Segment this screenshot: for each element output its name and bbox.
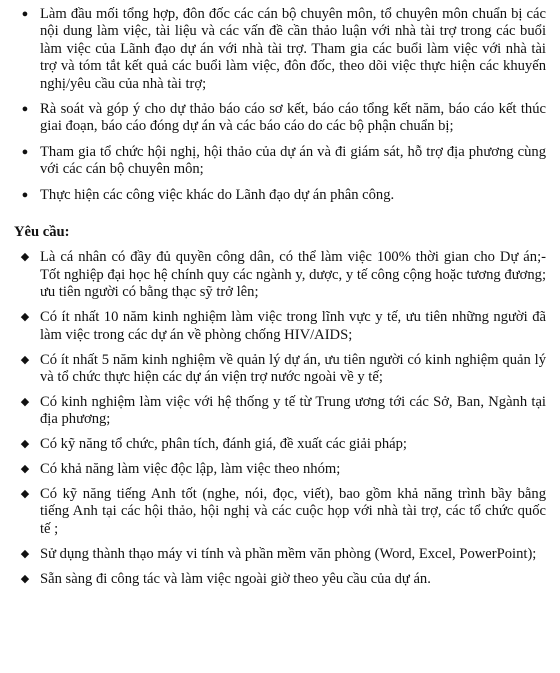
requirement-item (14, 309, 546, 344)
bullet-diamond-icon: ◆ (20, 438, 30, 451)
requirement-text: Có khả năng làm việc độc lập, làm việc theo nhóm; (40, 461, 341, 478)
requirement-item (14, 249, 546, 301)
duty-item (14, 144, 546, 179)
requirement-text: Sẵn sàng đi công tác và làm việc ngoài giờ theo yêu cầu của dự án. (40, 570, 431, 587)
duties-list (14, 6, 546, 204)
requirement-text: Có kỹ năng tiếng Anh tốt (nghe, nói, đọc, viết), bao gồm khả năng trình bầy bằng tiếng Anh tại các hội thảo, hội nghị và các cuộc họp với nhà tài trợ, các tổ chức quốc tế ; (40, 485, 546, 537)
bullet-diamond-icon: ◆ (20, 395, 30, 408)
requirement-text: Là cá nhân có đầy đủ quyền công dân, có thể làm việc 100% thời gian cho Dự án;- Tốt nghiệp đại học hệ chính quy các ngành y, dược, y tế công cộng hoặc tương đương; ưu tiên người có bằng thạc sỹ trở lên; (40, 249, 546, 301)
requirement-text: Có kinh nghiệm làm việc với hệ thống y tế từ Trung ương tới các Sở, Ban, Ngành tại địa phương; (40, 393, 546, 428)
bullet-dot-icon: ● (21, 8, 29, 20)
duty-item (14, 187, 546, 204)
requirement-text: Có ít nhất 5 năm kinh nghiệm về quản lý dự án, ưu tiên người có kinh nghiệm quản lý và tổ chức thực hiện các dự án viện trợ nước ngoài về y tế; (40, 351, 546, 385)
bullet-dot-icon: ● (21, 145, 29, 158)
bullet-diamond-icon: ◆ (20, 463, 30, 476)
bullet-diamond-icon: ◆ (20, 311, 30, 324)
duty-text: Tham gia tổ chức hội nghị, hội thảo của dự án và đi giám sát, hỗ trợ địa phương cùng với các cán bộ chuyên môn; (40, 143, 546, 178)
duty-text: Rà soát và góp ý cho dự thảo báo cáo sơ kết, báo cáo tổng kết năm, báo cáo kết thúc giai đoạn, báo cáo đóng dự án và các báo cáo do các bộ phận chuẩn bị; (40, 101, 546, 135)
bullet-diamond-icon: ◆ (20, 572, 30, 585)
requirement-item (14, 352, 546, 387)
duty-item (14, 6, 546, 93)
bullet-diamond-icon: ◆ (20, 547, 30, 560)
bullet-dot-icon: ● (21, 103, 29, 116)
requirements-list (14, 249, 546, 588)
requirement-item (14, 436, 546, 453)
requirement-item (14, 571, 546, 588)
requirement-text: Sử dụng thành thạo máy vi tính và phần mềm văn phòng (Word, Excel, PowerPoint); (40, 545, 537, 562)
bullet-dot-icon: ● (21, 188, 29, 201)
requirement-item (14, 394, 546, 429)
duty-text: Làm đầu mối tổng hợp, đôn đốc các cán bộ chuyên môn, tổ chuyên môn chuẩn bị các nội dung làm việc, tài liệu và các vấn đề cần thảo luận với nhà tài trợ trong các buổi làm việc của Lãnh đạo dự án với nhà tài trợ. Tham gia các buổi làm việc với nhà tài trợ và tóm tắt kết quả các buổi làm việc, đôn đốc, theo dõi việc thực hiện các khuyến nghị/yêu cầu của nhà tài trợ; (40, 6, 546, 92)
requirement-text: Có ít nhất 10 năm kinh nghiệm làm việc trong lĩnh vực y tế, ưu tiên những người đã làm việc trong các dự án về phòng chống HIV/AIDS; (40, 309, 546, 343)
duty-text: Thực hiện các công việc khác do Lãnh đạo dự án phân công. (40, 186, 395, 203)
bullet-diamond-icon: ◆ (20, 251, 30, 264)
duty-item (14, 101, 546, 136)
requirement-item (14, 546, 546, 563)
requirement-item (14, 486, 546, 538)
requirement-text: Có kỹ năng tổ chức, phân tích, đánh giá, đề xuất các giải pháp; (40, 436, 407, 453)
bullet-diamond-icon: ◆ (20, 353, 30, 366)
bullet-diamond-icon: ◆ (20, 487, 30, 500)
requirements-heading: Yêu cầu: (14, 224, 70, 241)
requirement-item (14, 461, 546, 478)
